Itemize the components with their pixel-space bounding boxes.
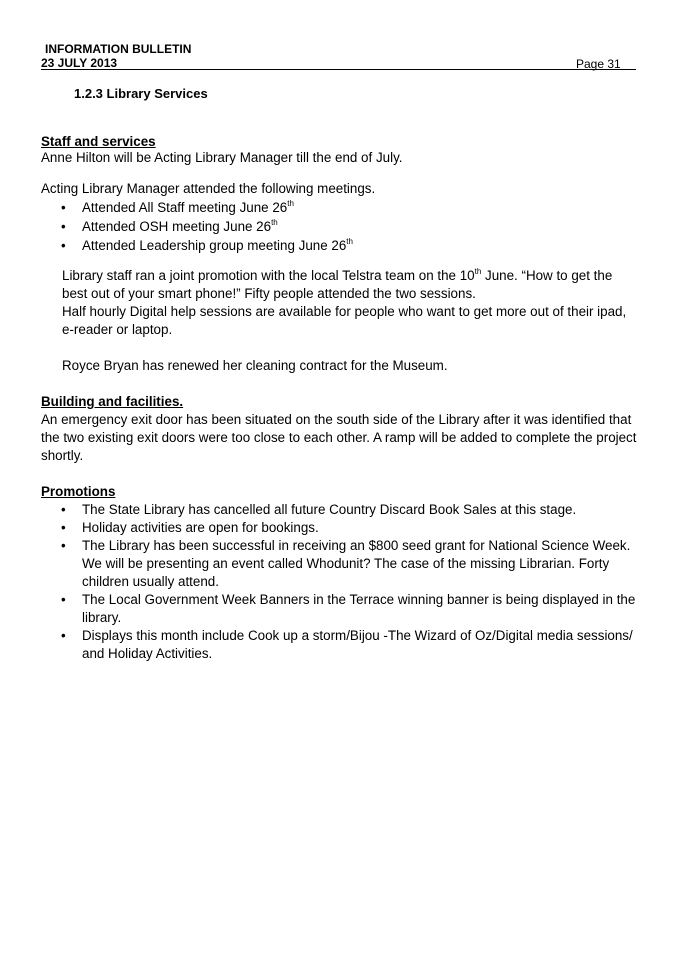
section-heading: 1.2.3 Library Services: [74, 86, 208, 101]
digital-help-paragraph: Half hourly Digital help sessions are available for people who want to get more out of their ipad, e-reader or laptop.: [62, 304, 627, 337]
bullet-icon: •: [61, 628, 66, 643]
promo-text-b: June. “How to get the best out of your smart phone!” Fifty people attended the two sessions.: [62, 268, 613, 301]
list-item: [41, 237, 637, 256]
building-heading: Building and facilities.: [41, 394, 184, 409]
bullet-icon: •: [61, 502, 66, 517]
promo-superscript: th: [474, 267, 482, 276]
staff-heading: Staff and services: [41, 134, 156, 149]
promotions-heading: Promotions: [41, 484, 116, 499]
promotion-text: The State Library has cancelled all future Country Discard Book Sales at this stage.: [82, 502, 577, 517]
building-paragraph: An emergency exit door has been situated on the south side of the Library after it was identified that the two existing exit doors were too close to each other. A ramp will be added to complete the project shortly.: [41, 412, 637, 463]
list-item: [41, 199, 637, 218]
promotions-list: [41, 501, 637, 663]
staff-line-acting-manager: Anne Hilton will be Acting Library Manager till the end of July.: [41, 150, 403, 165]
cleaning-contract-paragraph: Royce Bryan has renewed her cleaning contract for the Museum.: [62, 358, 448, 373]
meeting-text: Attended All Staff meeting June 26: [82, 200, 288, 215]
bullet-icon: •: [61, 520, 66, 535]
list-item: [41, 591, 637, 627]
list-item: [41, 501, 637, 519]
header-rule: [41, 69, 636, 70]
bullet-icon: •: [61, 200, 66, 215]
bullet-icon: •: [61, 219, 66, 234]
meetings-list: [41, 199, 637, 256]
list-item: [41, 627, 637, 663]
promotion-text: The Library has been successful in receiving an $800 seed grant for National Science Week. We will be presenting an event called Whodunit? The case of the missing Librarian. Forty children usually attend.: [82, 538, 631, 589]
promotion-text: The Local Government Week Banners in the Terrace winning banner is being displayed in the library.: [82, 592, 636, 625]
meeting-text: Attended OSH meeting June 26: [82, 219, 272, 234]
list-item: [41, 537, 637, 591]
bullet-icon: •: [61, 538, 66, 553]
list-item: [41, 519, 637, 537]
bulletin-title: INFORMATION BULLETIN: [45, 42, 192, 56]
promotion-text: Holiday activities are open for bookings.: [82, 520, 319, 535]
promo-text-a: Library staff ran a joint promotion with the local Telstra team on the 10: [62, 268, 475, 283]
page-number: Page 31: [576, 57, 621, 71]
promotion-text: Displays this month include Cook up a storm/Bijou -The Wizard of Oz/Digital media sessions/ and Holiday Activities.: [82, 628, 633, 661]
list-item: [41, 218, 637, 237]
meeting-superscript: th: [346, 237, 353, 246]
meeting-superscript: th: [287, 199, 294, 208]
staff-line-meetings-intro: Acting Library Manager attended the following meetings.: [41, 181, 376, 196]
meeting-text: Attended Leadership group meeting June 26: [82, 238, 347, 253]
bullet-icon: •: [61, 238, 66, 253]
bullet-icon: •: [61, 592, 66, 607]
bulletin-date: 23 JULY 2013: [41, 56, 118, 70]
telstra-promotion-paragraph: [62, 267, 637, 303]
meeting-superscript: th: [271, 218, 278, 227]
